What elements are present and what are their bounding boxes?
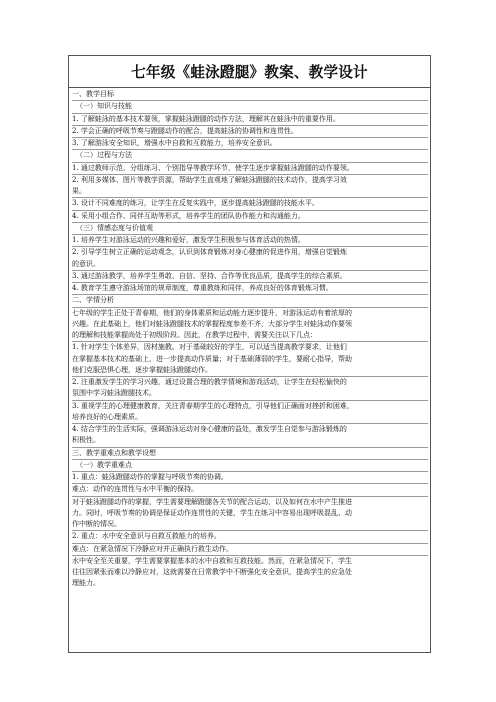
text-line: （三）情感态度与价值观: [76, 223, 153, 232]
text-line: （二）过程与方法: [76, 151, 132, 160]
text-line: 积极性。: [72, 436, 100, 445]
text-line: 2. 引导学生树立正确的运动观念，认识到体育锻炼对身心健康的促进作用，增强自觉锻炼: [72, 248, 347, 257]
text-line: 4. 采用小组合作、同伴互助等形式，培养学生的团队协作能力和沟通能力。: [72, 211, 305, 220]
text-line: 难点：在紧急情况下冷静应对并正确执行救生动作。: [72, 544, 233, 553]
document-row: [72, 271, 428, 283]
text-line: 果。: [72, 187, 86, 195]
text-line: 4. 结合学生的生活实际，强调游泳运动对身心健康的益处，激发学生自觉参与游泳锻炼的: [72, 425, 347, 433]
document-body: [69, 88, 430, 590]
document-row: [72, 460, 428, 472]
document-frame: [68, 55, 431, 653]
text-line: 1. 针对学生个体差异，因材施教。对于基础较好的学生，可以适当提高教学要求，让他们: [72, 343, 347, 352]
document-row: [72, 138, 428, 150]
text-line: 作中断的情况。: [72, 520, 121, 528]
text-line: 3. 通过游泳教学，培养学生勇敢、自信、坚持、合作等优良品质，提高学生的综合素质。: [72, 271, 347, 280]
text-line: 2. 注重激发学生的学习兴趣，通过设置合理的教学情境和游戏活动，让学生在轻松愉快的: [72, 378, 347, 386]
document-row: [72, 150, 428, 162]
document-row: [72, 544, 428, 556]
text-line: 往往因紧张而难以冷静应对，这就需要在日常教学中不断强化安全意识，提高学生的应急处: [72, 568, 352, 576]
title-row: [69, 56, 430, 88]
text-line: 他们克服恐惧心理，逐步掌握蛙泳蹬腿动作。: [72, 365, 212, 374]
text-line: 2. 重点：水中安全意识与自救互救能力的培养。: [72, 532, 221, 541]
text-line: 3. 设计不同难度的练习，让学生在反复实践中，逐步提高蛙泳蹬腿的技能水平。: [72, 199, 319, 208]
text-line: 水中安全至关重要，学生需要掌握基本的水中自救和互救技能。然而，在紧急情况下，学生: [72, 556, 352, 565]
text-line: 在掌握基本技术的基础上，进一步提高动作质量；对于基础薄弱的学生，要耐心指导，帮助: [72, 354, 352, 363]
text-line: 1. 了解蛙泳的基本技术要领，掌握蛙泳蹬腿的动作方法，理解其在蛙泳中的重要作用。: [72, 114, 340, 123]
text-line: 三、教学重难点和教学设想: [72, 448, 156, 457]
text-line: 1. 重点：蛙泳蹬腿动作的掌握与呼吸节奏的协调。: [72, 473, 228, 481]
document-row: [72, 175, 428, 199]
document-row: [72, 448, 428, 460]
document-row: [72, 556, 428, 590]
text-line: 2. 利用多媒体、图片等教学资源，帮助学生直观地了解蛙泳蹬腿的技术动作，提高学习效: [72, 175, 347, 184]
document-row: [72, 472, 428, 484]
text-line: （一）知识与技能: [76, 102, 132, 111]
text-line: 七年级的学生正处于青春期，他们的身体素质和运动能力逐步提升，对游泳运动有着浓厚的: [72, 308, 352, 317]
document-row: [72, 424, 428, 448]
text-line: 的意识。: [72, 259, 100, 268]
text-line: 2. 学会正确的呼吸节奏与蹬腿动作的配合，提高蛙泳的协调性和连贯性。: [72, 126, 298, 135]
text-line: 理能力。: [72, 579, 100, 588]
text-line: 4. 教育学生遵守游泳场馆的规章制度，尊重教练和同伴，养成良好的体育锻炼习惯。: [72, 284, 333, 292]
document-row: [72, 198, 428, 210]
text-line: 力。同时，呼吸节奏的协调是保证动作连贯性的关键，学生在练习中容易出现呼吸混乱、动: [72, 508, 352, 517]
text-line: 难点：动作的连贯性与水中平衡的保持。: [72, 485, 198, 494]
document-row: [72, 497, 428, 532]
document-row: [72, 283, 428, 295]
document-title: 七年级《蛙泳蹬腿》教案、教学设计: [131, 64, 368, 81]
text-line: 3. 了解游泳安全知识，增强水中自救和互救能力，培养安全意识。: [72, 139, 277, 147]
document-row: [72, 342, 428, 377]
text-line: （一）教学重难点: [76, 460, 132, 469]
document-row: [72, 89, 428, 101]
text-line: 培养良好的心理素质。: [72, 412, 142, 421]
document-row: [72, 308, 428, 343]
document-row: [72, 401, 428, 425]
document-row: [72, 484, 428, 496]
document-row: [72, 247, 428, 271]
document-row: [72, 223, 428, 235]
document-row: [72, 211, 428, 223]
document-row: [72, 235, 428, 247]
document-row: [72, 531, 428, 543]
text-line: 一、教学目标: [72, 90, 114, 98]
document-row: [72, 101, 428, 113]
text-line: 1. 通过教师示范、分组练习、个别指导等教学环节，使学生逐步掌握蛙泳蹬腿的动作要领。: [72, 163, 354, 172]
text-line: 的理解和技能掌握尚处于初级阶段。因此，在教学过程中，需要关注以下几点：: [72, 331, 317, 339]
text-line: 兴趣。在此基础上，他们对蛙泳蹬腿技术的掌握程度参差不齐，大部分学生对蛙泳动作要领: [72, 319, 352, 328]
document-row: [72, 295, 428, 307]
document-row: [72, 377, 428, 401]
text-line: 二、学情分析: [72, 296, 114, 305]
text-line: 氛围中学习蛙泳蹬腿技术。: [72, 389, 156, 398]
document-row: [72, 126, 428, 138]
document-row: [72, 114, 428, 126]
text-line: 对于蛙泳蹬腿动作的掌握，学生需要理解蹬腿各关节的配合运动，以及如何在水中产生推进: [72, 497, 352, 506]
text-line: 3. 重视学生的心理健康教育，关注青春期学生的心理特点，引导他们正确面对挫折和困难，: [72, 401, 354, 410]
text-line: 1. 培养学生对游泳运动的兴趣和爱好，激发学生积极参与体育活动的热情。: [72, 236, 305, 244]
document-row: [72, 163, 428, 175]
